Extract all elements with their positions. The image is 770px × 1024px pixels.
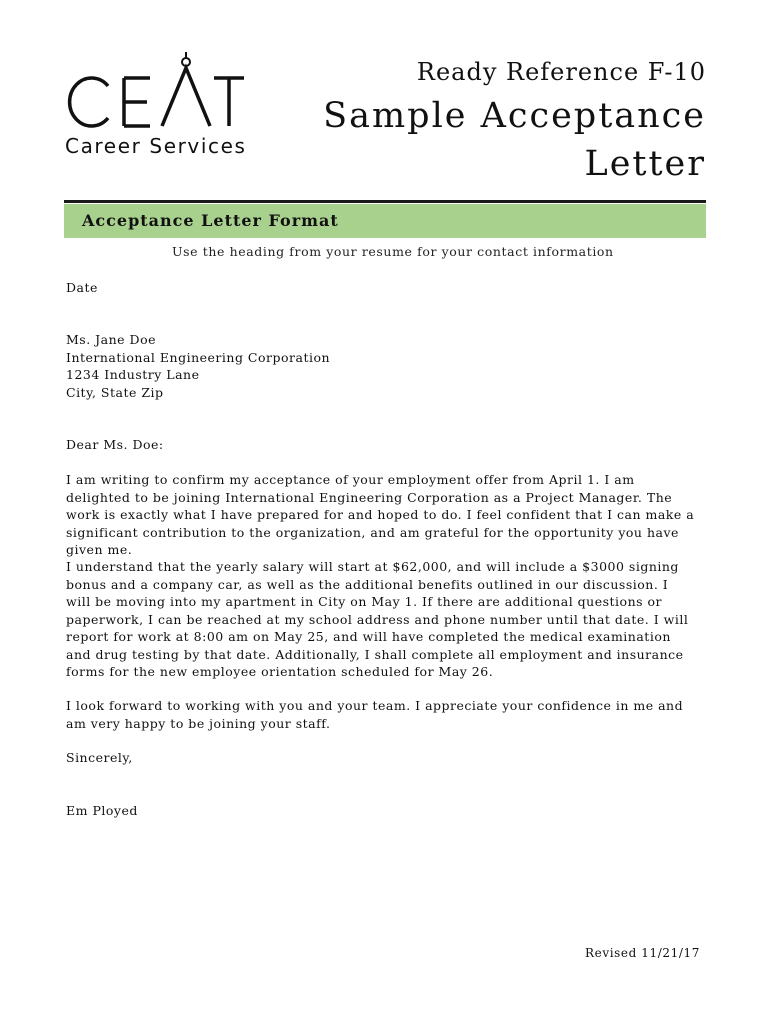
- letter-date: Date: [66, 280, 98, 295]
- header-divider: [64, 200, 706, 203]
- section-bar: [64, 204, 706, 238]
- page-title: [286, 92, 706, 188]
- paragraph-text: I understand that the yearly salary will start at $62,000, and will include a $3000 signing bonus and a company car, as well as the additional benefits outlined in our discussion. I will be moving into my apartment in City on May 1. If there are additional questions or paperwork, I can be reached at my school address and phone number until that date. I will report for work at 8:00 am on May 25, and will have completed the medical examination and drug testing by that date. Additionally, I shall complete all employment and insurance forms for the new employee orientation scheduled for May 26.: [66, 559, 689, 679]
- letter-signature: Em Ployed: [66, 803, 138, 818]
- letter-paragraph-1: [66, 471, 696, 559]
- page-title-line2: Letter: [584, 144, 706, 184]
- section-heading: Acceptance Letter Format: [82, 211, 339, 230]
- paragraph-text: I am writing to confirm my acceptance of your employment offer from April 1. I am delighted to be joining International Engineering Corporation as a Project Manager. The work is exactly what I have prepared for and hoped to do. I feel confident that I can make a significant contribution to the organization, and am grateful for the opportunity you have given me.: [66, 472, 695, 557]
- salutation: Dear Ms. Doe:: [66, 437, 164, 452]
- letter-closing: Sincerely,: [66, 750, 133, 765]
- reference-number: Ready Reference F-10: [416, 58, 706, 86]
- letter-paragraph-3: [66, 697, 696, 732]
- recipient-name: Ms. Jane Doe: [66, 332, 156, 347]
- letter-paragraph-2: [66, 558, 696, 681]
- recipient-street: 1234 Industry Lane: [66, 367, 200, 382]
- recipient-company: International Engineering Corporation: [66, 349, 331, 365]
- revision-date: Revised 11/21/17: [584, 946, 700, 960]
- ceat-logo-wordmark: [62, 48, 262, 138]
- logo-tagline: Career Services: [65, 134, 247, 158]
- instruction-text: Use the heading from your resume for your contact information: [172, 244, 614, 259]
- ceat-logo: [62, 48, 262, 168]
- recipient-block: [66, 331, 696, 401]
- recipient-city: City, State Zip: [66, 384, 164, 400]
- page-title-line1: Sample Acceptance: [323, 96, 706, 136]
- paragraph-text: I look forward to working with you and your team. I appreciate your confidence in me and am very happy to be joining your staff.: [66, 698, 684, 731]
